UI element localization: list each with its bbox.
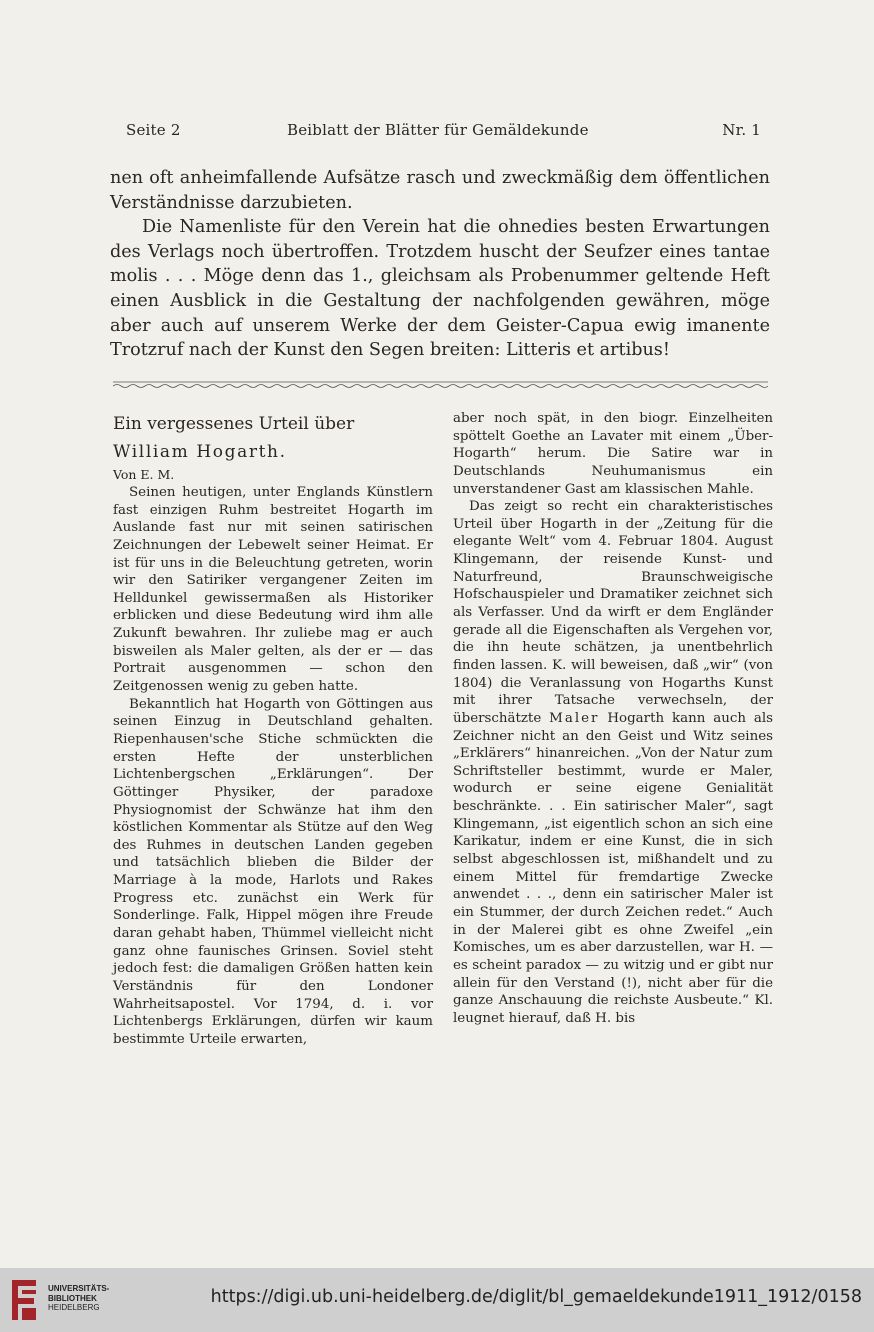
library-name-line: BIBLIOTHEK	[48, 1293, 97, 1303]
article-title-subject: William Hogarth.	[113, 442, 287, 462]
permalink-url[interactable]: https://digi.ub.uni-heidelberg.de/diglit/bl_gemaeldekunde1911_1912/0158	[210, 1287, 862, 1307]
library-name-line: HEIDELBERG	[48, 1303, 100, 1312]
spaced-emphasis: Maler	[549, 710, 600, 726]
body-paragraph: Seinen heutigen, unter Englands Künstlern fast einzigen Ruhm bestreitet Hogarth im Auslande fast nur mit seinen satirischen Zeichnungen der Lebewelt seiner Heimat. Er ist für uns in die Beleuchtung getreten, worin wir den Satiriker vergangener Zeiten im Helldunkel gewissermaßen als Historiker erblicken und diese Bedeutung wird ihm alle Zukunft bewahren. Ihr zuliebe mag er auch bisweilen als Maler gelten, als der er — das Portrait ausgenommen — schon den Zeitgenossen wenig zu geben hatte.	[113, 485, 433, 695]
intro-text	[110, 166, 770, 363]
intro-paragraph: nen oft anheimfallende Aufsätze rasch und zweckmäßig dem öffentlichen Verständnisse darzubieten.	[110, 168, 770, 213]
intro-paragraph: Die Namenliste für den Verein hat die ohnedies besten Erwartungen des Verlags noch übertroffen. Trotzdem huscht der Seufzer eines tantae molis . . . Möge denn das 1., gleichsam als Probenummer geltende Heft einen Ausblick in die Gestaltung der nachfolgenden gewähren, möge aber auch auf unserem Werke der dem Geister-Capua ewig imanente Trotzruf nach der Kunst den Segen breiten: Litteris et artibus!	[110, 217, 770, 361]
ornamental-rule	[113, 380, 768, 390]
right-column	[453, 410, 773, 1027]
article-title: Ein vergessenes Urteil über	[113, 414, 355, 434]
body-paragraph: Bekanntlich hat Hogarth von Göttingen aus seinen Einzug in Deutschland gehalten. Riepenhausen'sche Stiche schmückten die ersten Hefte der unsterblichen Lichtenbergschen „Erklärungen“. Der Göttinger Physiker, der paradoxe Physiognomist der Schwänze hat ihm den köstlichen Kommentar als Stütze auf den Weg des Ruhmes in deutschen Landen gegeben und tatsächlich blieben die Bilder der Marriage à la mode, Harlots und Rakes Progress etc. zunächst ein Werk für Sonderlinge. Falk, Hippel mögen ihre Freude daran gehabt haben, Thümmel vielleicht nicht ganz ohne faunisches Grinsen. Soviel steht jedoch fest: die damaligen Größen hatten kein Verständnis für den Londoner Wahrheitsapostel. Vor 1794, d. i. vor Lichtenbergs Erklärungen, dürfen wir kaum bestimmte Urteile erwarten,	[113, 696, 433, 1047]
running-header	[126, 121, 761, 143]
library-name	[48, 1284, 109, 1313]
viewer-footer	[0, 1268, 874, 1332]
journal-title: Beiblatt der Blätter für Gemäldekunde	[287, 121, 589, 139]
library-logo-icon[interactable]	[6, 1276, 42, 1324]
body-paragraph	[453, 498, 773, 1027]
library-name-line: UNIVERSITÄTS-	[48, 1284, 110, 1293]
left-column	[113, 410, 433, 1049]
body-paragraph: aber noch spät, in den biogr. Einzelheiten spöttelt Goethe an Lavater mit einem „Über-Hogarth“ herum. Die Satire war in Deutschlands Neuhumanismus ein unverstandener Gast am klassischen Mahle.	[453, 411, 773, 497]
article-author: Von E. M.	[113, 467, 175, 482]
page-number: Seite 2	[126, 121, 181, 139]
text-run: Hogarth kann auch als Zeichner nicht an den Geist und Witz seines „Erklärers“ hinanreichen. „Von der Natur zum Schriftsteller bestimmt, wurde er Maler, wodurch er seine eigene Genialität beschränkte. . . Ein satirischer Maler“, sagt Klingemann, „ist eigentlich schon an sich eine Karikatur, indem er eine Kunst, die in sich selbst abgeschlossen ist, mißhandelt und zu einem Mittel für fremdartige Zwecke anwendet . . ., denn ein satirischer Maler ist ein Stummer, der durch Zeichen redet.“ Auch in der Malerei gibt es ohne Zweifel „ein Komisches, um es aber darzustellen, war H. — es scheint paradox — zu witzig und er gibt nur allein für den Verstand (!), nicht aber für die ganze Anschauung die reichste Ausbeute.“ Kl. leugnet hierauf, daß H. bis	[453, 710, 773, 1026]
issue-number: Nr. 1	[722, 121, 761, 139]
text-run: Das zeigt so recht ein charakteristisches Urteil über Hogarth in der „Zeitung für die elegante Welt“ vom 4. Februar 1804. August Klingemann, der reisende Kunst- und Naturfreund, Braunschweigische Hofschauspieler und Dramatiker zeichnet sich als Verfasser. Und da wirft er dem Engländer gerade all die Eigenschaften als Vergehen vor, die ihn heute schätzen, ja unentbehrlich finden lassen. K. will beweisen, daß „wir“ (von 1804) die Veranlassung von Hogarths Kunst mit ihrer Tatsache verwechseln, der überschätzte	[453, 499, 773, 726]
